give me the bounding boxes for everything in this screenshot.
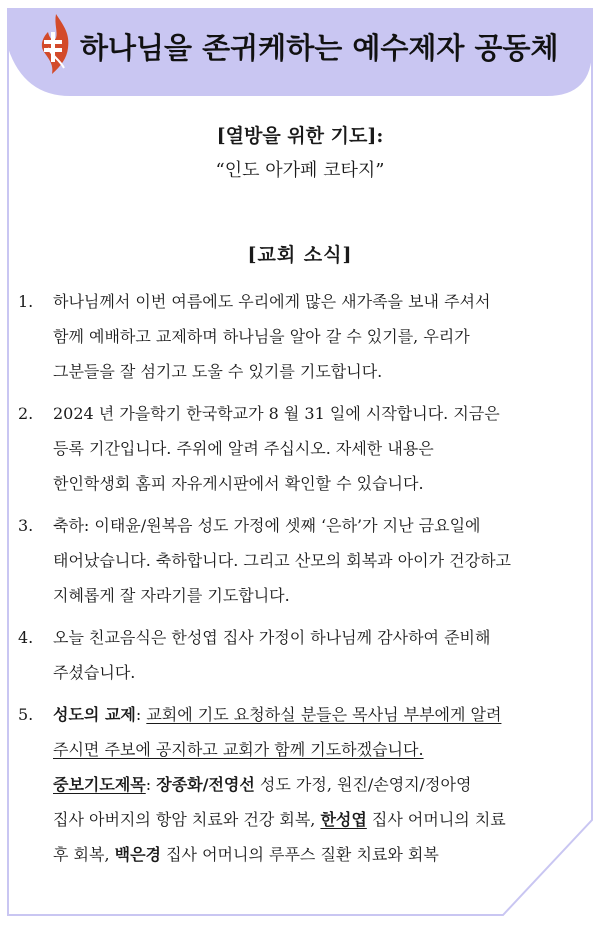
intercession-text-3: 집사 어머니의 치료 (366, 810, 506, 829)
fellowship-line-2 (53, 732, 588, 767)
item-line: 지혜롭게 잘 자라기를 기도합니다. (53, 586, 290, 605)
prayer-name-2: 한성엽 (320, 810, 367, 829)
news-list (18, 284, 588, 879)
prayer-heading: [열방을 위한 기도]: (216, 125, 384, 147)
fellowship-line-1 (53, 697, 588, 732)
item-number: 5. (18, 705, 34, 724)
intercession-colon: : (145, 775, 157, 794)
item-line: 태어났습니다. 축하합니다. 그리고 산모의 회복과 아이가 건강하고 (53, 551, 512, 570)
intercession-line-1 (53, 767, 588, 802)
fellowship-text-2: 주시면 주보에 공지하고 교회가 함께 기도하겠습니다. (53, 740, 424, 759)
item-line: 2024 년 가을학기 한국학교가 8 월 31 일에 시작합니다. 지금은 (53, 404, 500, 423)
intercession-label: 중보기도제목 (53, 775, 146, 794)
intercession-text-2: 집사 아버지의 항암 치료와 건강 회복, (53, 810, 321, 829)
news-item-4 (18, 620, 588, 690)
news-item-3 (18, 508, 588, 613)
item-line: 주셨습니다. (53, 663, 136, 682)
intercession-text-4: 후 회복, (53, 845, 115, 864)
news-heading: [교회 소식] (247, 244, 353, 266)
prayer-name-3: 백은경 (114, 845, 162, 864)
intercession-line-2 (53, 802, 588, 837)
fellowship-label: 성도의 교제 (53, 705, 136, 724)
item-line: 오늘 친교음식은 한성엽 집사 가정이 하나님께 감사하여 준비해 (53, 628, 491, 647)
news-item-2 (18, 396, 588, 501)
intercession-text-1: 성도 가정, 원진/손영지/정아영 (254, 775, 472, 794)
fellowship-colon: : (135, 705, 147, 724)
fellowship-text-1: 교회에 기도 요청하실 분들은 목사님 부부에게 알려 (146, 705, 502, 724)
item-line: 한인학생회 홈피 자유게시판에서 확인할 수 있습니다. (53, 474, 424, 493)
item-line: 하나님께서 이번 여름에도 우리에게 많은 새가족을 보내 주셔서 (53, 292, 491, 311)
prayer-name-1: 장종화/전영선 (156, 775, 255, 794)
news-item-1 (18, 284, 588, 389)
church-name-title: 하나님을 존귀케하는 예수제자 공동체 (80, 31, 559, 65)
item-line: 그분들을 잘 섬기고 도울 수 있기를 기도합니다. (53, 362, 383, 381)
church-logo-icon (34, 12, 74, 78)
item-line: 등록 기간입니다. 주위에 알려 주십시오. 자세한 내용은 (53, 439, 434, 458)
item-line: 함께 예배하고 교제하며 하나님을 알아 갈 수 있기를, 우리가 (53, 327, 470, 346)
intercession-text-5: 집사 어머니의 루푸스 질환 치료와 회복 (161, 845, 439, 864)
item-number: 1. (18, 292, 34, 311)
item-number: 3. (18, 516, 34, 535)
item-number: 2. (18, 404, 34, 423)
item-number: 4. (18, 628, 34, 647)
news-item-5 (18, 697, 588, 872)
prayer-title: “인도 아가페 코타지” (215, 160, 385, 181)
item-line: 축하: 이태윤/원복음 성도 가정에 셋째 ‘은하’가 지난 금요일에 (53, 516, 481, 535)
intercession-line-3 (53, 837, 588, 872)
